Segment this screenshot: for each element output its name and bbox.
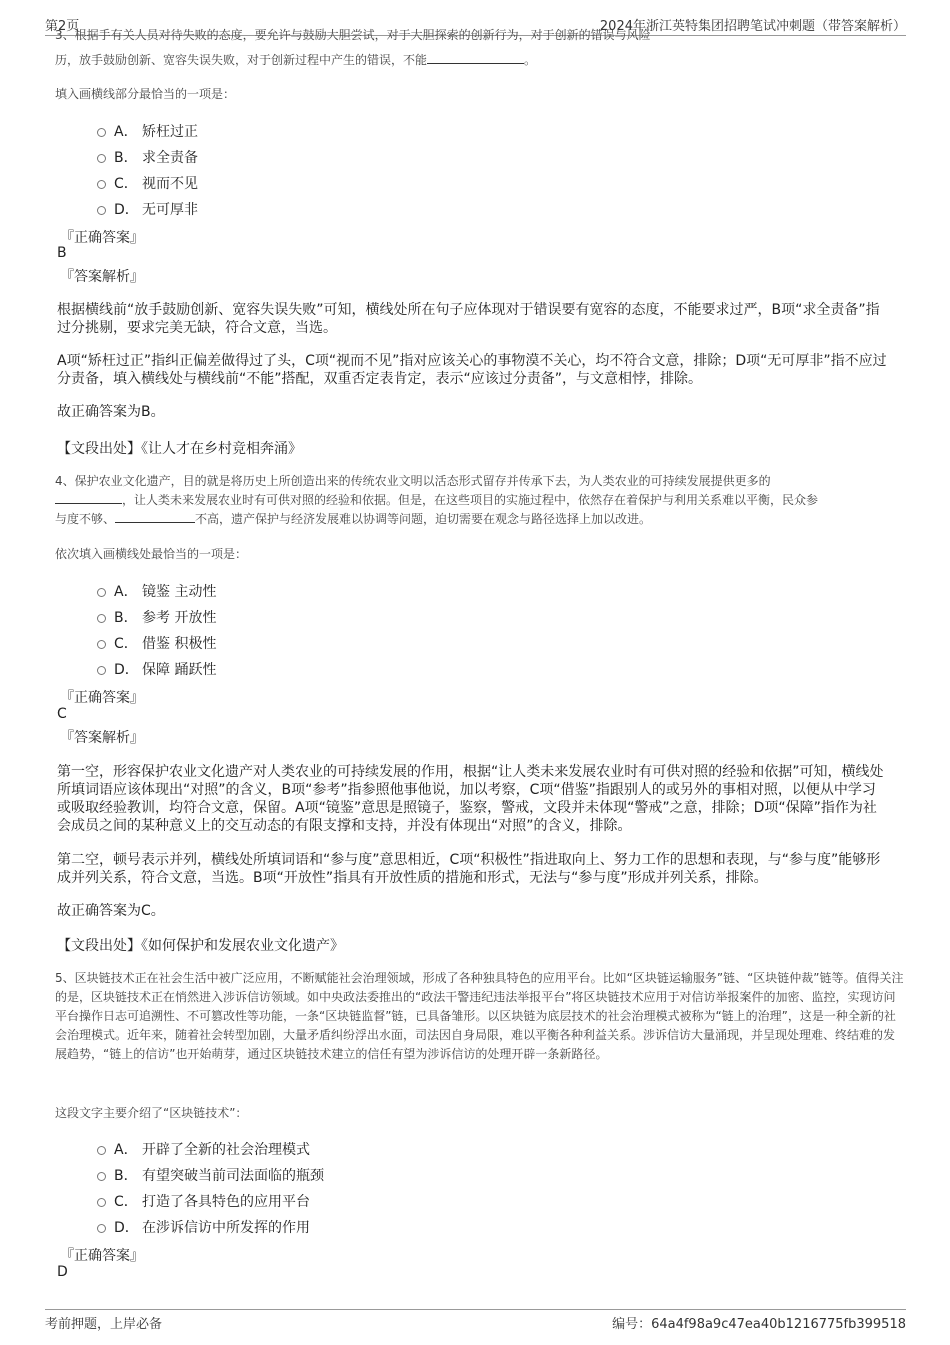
radio-icon[interactable] [97, 206, 106, 215]
question-4-stem: 4、保护农业文化遗产，目的就是将历史上所创造出来的传统农业文明以活态形式留存并传承下去，为人类农业的可持续发展提供更多的 ，让人类未来发展农业时有可供对照的经验和依据。但是，在这些项目的实施过程中，依然存在着保护与利用关系难以平衡，民众参 与度不够、 不高，遗产保护与经济发展难以协调等问题，迫切需要在观念与路径选择上加以改进。 [55, 474, 819, 526]
analysis-label: 『答案解析』 [60, 269, 144, 285]
fill-blank [115, 510, 195, 523]
document-id: 编号：64a4f98a9c47ea40b1216775fb399518 [612, 1317, 906, 1332]
radio-icon[interactable] [97, 180, 106, 189]
analysis-label: 『答案解析』 [60, 730, 144, 746]
question-3-tail: 历，放手鼓励创新、宽容失误失败，对于创新过程中产生的错误，不能 。 [55, 53, 537, 67]
analysis-paragraph: 根据横线前“放手鼓励创新、宽容失误失败”可知，横线处所在句子应体现对于错误要有宽容的态度，不能要求过严，B项“求全责备”指过分挑剔，要求完美无缺，符合文意，当选。 [57, 302, 880, 336]
question-5-passage: 5、区块链技术正在社会生活中被广泛应用，不断赋能社会治理领域，形成了各种独具特色的应用平台。比如“区块链运输服务”链、“区块链仲裁”链等。值得关注的是，区块链技术正在悄然进入涉诉信访领域。如中央政法委推出的“政法干警违纪违法举报平台”将区块链技术应用于对信访举报案件的加密、监控，实现访问平台操作日志可追溯性、不可篡改性等功能，一条“区块链监督”链，已具备雏形。以区块链为底层技术的社会治理模式被称为“链上的治理”，这是一种全新的社会治理模式。近年来，随着社会转型加剧，大量矛盾纠纷浮出水面，司法因自身局限，难以平衡各种利益关系。涉诉信访大量涌现，并呈现处理难、终结难的发展趋势，“链上的信访”也开始萌芽，通过区块链技术建立的信任有望为涉诉信访的处理开辟一条新路径。 [55, 971, 904, 1061]
radio-icon[interactable] [97, 128, 106, 137]
question-5-prompt: 这段文字主要介绍了“区块链技术”： [55, 1106, 248, 1120]
document-title: 2024年浙江英特集团招聘笔试冲刺题（带答案解析） [599, 19, 906, 34]
radio-icon[interactable] [97, 666, 106, 675]
analysis-conclusion: 故正确答案为C。 [57, 903, 165, 919]
q5-option-a[interactable]: A． 开辟了全新的社会治理模式 [97, 1139, 310, 1159]
analysis-conclusion: 故正确答案为B。 [57, 404, 165, 420]
q3-option-b[interactable]: B． 求全责备 [97, 147, 198, 167]
q3-option-c[interactable]: C． 视而不见 [97, 173, 198, 193]
radio-icon[interactable] [97, 1198, 106, 1207]
radio-icon[interactable] [97, 154, 106, 163]
q5-option-c[interactable]: C． 打造了各具特色的应用平台 [97, 1191, 310, 1211]
q5-option-d[interactable]: D． 在涉诉信访中所发挥的作用 [97, 1217, 310, 1237]
analysis-paragraph: 第二空，顿号表示并列，横线处所填词语和“参与度”意思相近，C项“积极性”指进取向上、努力工作的思想和表现，与“参与度”能够形成并列关系，符合文意，当选。B项“开放性”指具有开放性质的措施和形式，无法与“参与度”形成并列关系，排除。 [57, 852, 881, 886]
radio-icon[interactable] [97, 1172, 106, 1181]
clipped-question-line: 3、根据手有关人员对待失败的态度，要允许与鼓励大胆尝试，对于大胆探索的创新行为，对于创新的错误与风险 [55, 28, 651, 42]
q4-option-d[interactable]: D． 保障 踊跃性 [97, 659, 216, 679]
radio-icon[interactable] [97, 588, 106, 597]
answer-label: 『正确答案』 [60, 1248, 144, 1264]
fill-blank [55, 491, 122, 504]
analysis-paragraph: A项“矫枉过正”指纠正偏差做得过了头，C项“视而不见”指对应该关心的事物漠不关心，均不符合文意，排除；D项“无可厚非”指不应过分责备，填入横线处与横线前“不能”搭配，双重否定表肯定，表示“应该过分责备”，与文意相悖，排除。 [57, 353, 887, 387]
answer-label: 『正确答案』 [60, 690, 144, 706]
q4-option-c[interactable]: C． 借鉴 积极性 [97, 633, 216, 653]
radio-icon[interactable] [97, 1224, 106, 1233]
footer-slogan: 考前押题，上岸必备 [45, 1317, 163, 1332]
correct-answer: C [57, 706, 67, 722]
question-3-prompt: 填入画横线部分最恰当的一项是： [55, 87, 236, 101]
analysis-paragraph: 第一空，形容保护农业文化遗产对人类农业的可持续发展的作用，根据“让人类未来发展农业时有可供对照的经验和依据”可知，横线处所填词语应该体现出“对照”的含义，B项“参考”指参照他事他说，加以考察，C项“借鉴”指跟别人的或另外的事相对照，以便从中学习或吸取经验教训，均符合文意，保留。A项“镜鉴”意思是照镜子，鉴察，警戒，文段并未体现“警戒”之意，排除；D项“保障”指作为社会成员之间的某种意义上的交互动态的有限支撑和支持，并没有体现出“对照”的含义，排除。 [57, 764, 884, 834]
passage-source: 【文段出处】《如何保护和发展农业文化遗产》 [57, 938, 344, 954]
q5-option-b[interactable]: B． 有望突破当前司法面临的瓶颈 [97, 1165, 324, 1185]
answer-label: 『正确答案』 [60, 230, 144, 246]
page-number: 第2页 [45, 19, 80, 34]
question-4-prompt: 依次填入画横线处最恰当的一项是： [55, 547, 248, 561]
footer-divider [45, 1309, 906, 1310]
passage-source: 【文段出处】《让人才在乡村竞相奔涌》 [57, 441, 302, 457]
correct-answer: B [57, 245, 67, 261]
q3-option-a[interactable]: A． 矫枉过正 [97, 121, 198, 141]
q3-option-d[interactable]: D． 无可厚非 [97, 199, 198, 219]
q4-option-b[interactable]: B． 参考 开放性 [97, 607, 216, 627]
radio-icon[interactable] [97, 640, 106, 649]
q4-option-a[interactable]: A． 镜鉴 主动性 [97, 581, 216, 601]
radio-icon[interactable] [97, 614, 106, 623]
fill-blank [427, 51, 524, 64]
correct-answer: D [57, 1264, 68, 1280]
radio-icon[interactable] [97, 1146, 106, 1155]
